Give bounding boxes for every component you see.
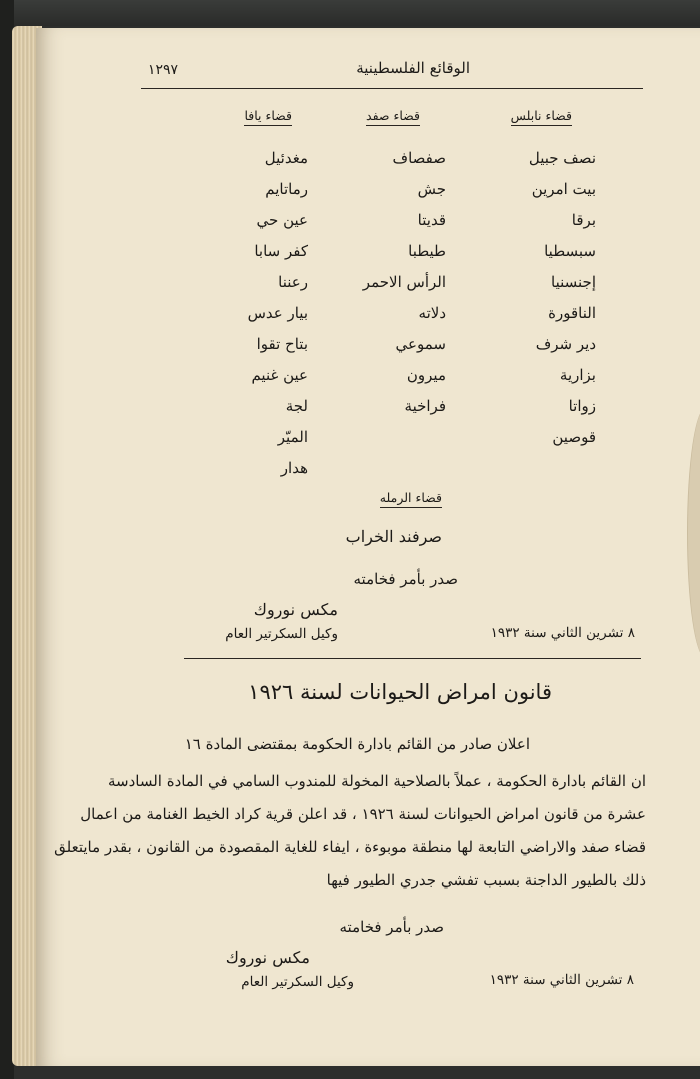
village-name: قوصين (552, 428, 596, 446)
village-name: زواتا (568, 397, 596, 415)
village-name: بزارية (559, 366, 596, 384)
issued-by-order: صدر بأمر فخامته (339, 918, 444, 936)
village-name: الناقورة (548, 304, 596, 322)
document-page (36, 28, 700, 1066)
village-name: برقا (571, 211, 596, 229)
village-name: دير شرف (535, 335, 596, 353)
signatory-title: وكيل السكرتير العام (241, 974, 354, 990)
village-name: طيطبا (408, 242, 446, 260)
ramle-village: صرفند الخراب (345, 527, 442, 546)
village-name: إجنسنيا (551, 273, 596, 291)
village-name: نصف جبيل (528, 149, 596, 167)
village-name: مغدئيل (264, 149, 308, 167)
body-text-line: عشرة من قانون امراض الحيوانات لسنة ١٩٢٦ ، قد اعلن قرية كراد الخيط الغنامة من اعمال (80, 805, 646, 823)
village-name: هدار (280, 459, 308, 477)
village-name: بيت امرين (531, 180, 596, 198)
village-name: فراخية (404, 397, 446, 415)
header-rule (141, 88, 643, 89)
page-number: ١٢٩٧ (147, 62, 178, 78)
column-heading-jaffa: قضاء يافا (244, 108, 292, 126)
notice-date: ٨ تشرين الثاني سنة ١٩٣٢ (490, 625, 635, 641)
announcement-heading: اعلان صادر من القائم بادارة الحكومة بمقتضى المادة ١٦ (184, 735, 530, 753)
law-title: قانون امراض الحيوانات لسنة ١٩٢٦ (248, 680, 552, 704)
village-name: قديتا (417, 211, 446, 229)
village-name: عين غنيم (251, 366, 308, 384)
village-name: لجة (285, 397, 308, 415)
page-fold (687, 408, 700, 658)
body-text-line: ان القائم بادارة الحكومة ، عملاً بالصلاحية المخولة للمندوب السامي في المادة السادسة (107, 772, 646, 790)
ramle-heading: قضاء الرمله (380, 490, 442, 508)
village-name: جش (417, 180, 446, 198)
section-divider (184, 658, 641, 659)
body-text-line: قضاء صفد والاراضي التابعة لها منطقة موبوءة ، ايفاء للغاية المقصودة من القانون ، بقدر مايتعلق (54, 838, 646, 856)
village-name: عين حي (256, 211, 308, 229)
signatory-title: وكيل السكرتير العام (225, 626, 338, 642)
village-name: رعننا (278, 273, 308, 291)
notice-date: ٨ تشرين الثاني سنة ١٩٣٢ (489, 972, 634, 988)
village-name: الميّر (277, 428, 308, 446)
village-name: سموعي (395, 335, 446, 353)
signatory-name: مكس نوروك (225, 948, 310, 967)
village-name: دلاته (418, 304, 446, 322)
village-name: كفر سابا (254, 242, 308, 260)
issued-by-order: صدر بأمر فخامته (353, 570, 458, 588)
book-cover-top (0, 0, 700, 26)
column-heading-nablus: قضاء نابلس (511, 108, 572, 126)
village-name: الرأس الاحمر (362, 273, 446, 291)
village-name: بتاح تقوا (256, 335, 308, 353)
village-name: صفصاف (392, 149, 446, 167)
village-name: رماتايم (265, 180, 308, 198)
village-name: بيار عدس (247, 304, 308, 322)
body-text-line: ذلك بالطيور الداجنة بسبب تفشي جدري الطيور فيها (326, 871, 646, 889)
signatory-name: مكس نوروك (253, 600, 338, 619)
village-name: ميرون (406, 366, 446, 384)
column-heading-safad: قضاء صفد (366, 108, 420, 126)
village-name: سبسطيا (544, 242, 596, 260)
journal-title: الوقائع الفلسطينية (356, 59, 470, 77)
